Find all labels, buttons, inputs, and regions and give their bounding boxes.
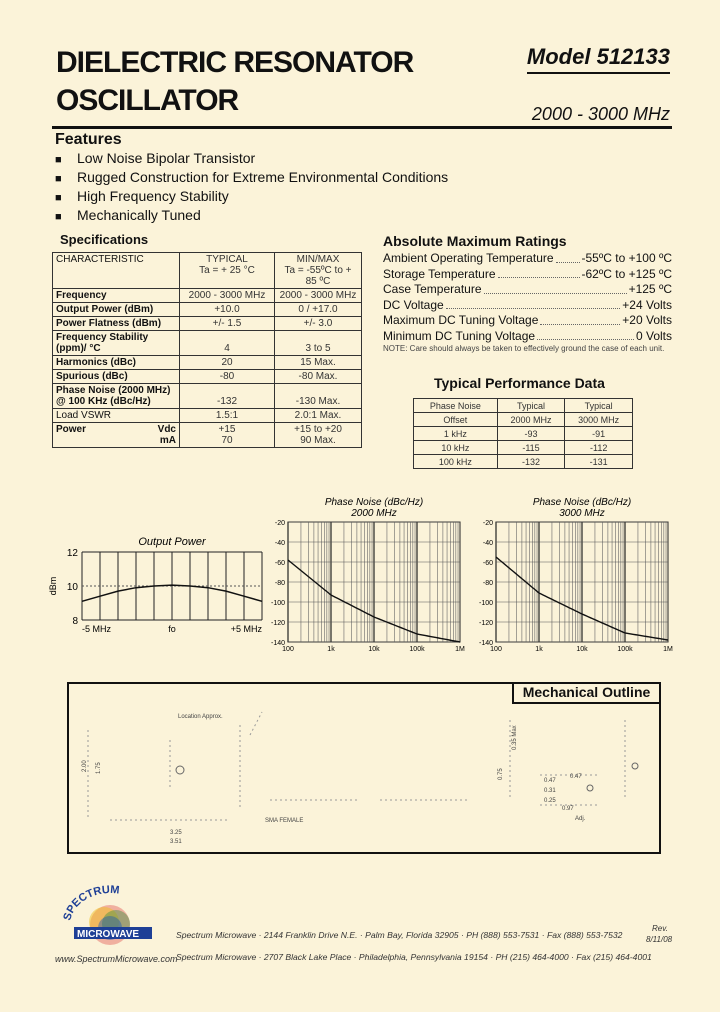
dim-label: 0.47 bbox=[544, 778, 556, 784]
dim-label: Adj. bbox=[575, 816, 586, 822]
x-tick-label: 10k bbox=[576, 646, 588, 653]
chart-title: Output Power bbox=[138, 536, 206, 548]
table-row: Spurious (dBc) -80 -80 Max. bbox=[53, 370, 362, 384]
features-heading: Features bbox=[55, 131, 122, 148]
dim-label: 3.25 bbox=[170, 830, 182, 836]
chart-title: Phase Noise (dBc/Hz) bbox=[324, 497, 424, 508]
x-tick-label: +5 MHz bbox=[230, 624, 262, 634]
y-tick-label: -40 bbox=[482, 540, 493, 547]
y-tick-label: -40 bbox=[274, 540, 285, 547]
x-tick-label: 10k bbox=[368, 646, 380, 653]
chart-subtitle: 2000 MHz bbox=[351, 508, 397, 519]
y-tick-label: -140 bbox=[478, 640, 493, 647]
footer-rev-date: 8/11/08 bbox=[646, 935, 673, 944]
table-row: Load VSWR 1.5:1 2.0:1 Max. bbox=[53, 409, 362, 423]
performance-table bbox=[413, 398, 633, 469]
y-tick-label: -120 bbox=[478, 620, 493, 627]
footer-website[interactable]: www.SpectrumMicrowave.com bbox=[55, 954, 178, 964]
rating-row: Storage Temperature -62ºC to +125 ºC bbox=[383, 266, 672, 281]
dim-label: 0.97 bbox=[562, 806, 574, 812]
y-tick-label: -100 bbox=[478, 600, 493, 607]
y-tick-label: -60 bbox=[482, 560, 493, 567]
dim-label: 0.47 bbox=[570, 774, 582, 780]
table-row: 1 kHz -93 -91 bbox=[414, 427, 633, 441]
frequency-range: 2000 - 3000 MHz bbox=[531, 104, 670, 124]
col-minmax: MIN/MAX Ta = -55ºC to + 85 ºC bbox=[275, 253, 362, 289]
table-row: 100 kHz -132 -131 bbox=[414, 455, 633, 469]
title-line-2: OSCILLATOR bbox=[56, 84, 239, 117]
footer-address-1: Spectrum Microwave · 2144 Franklin Drive N.E. · Palm Bay, Florida 32905 · PH (888) 553-7531 · Fax (888) 553-7532 bbox=[176, 930, 623, 940]
rating-row: DC Voltage +24 Volts bbox=[383, 297, 672, 312]
table-row: Offset 2000 MHz 3000 MHz bbox=[414, 413, 633, 427]
y-tick-label: -140 bbox=[270, 640, 285, 647]
chart-subtitle: 3000 MHz bbox=[559, 508, 605, 519]
model-number: Model 512133 bbox=[527, 44, 670, 74]
y-tick-label: 8 bbox=[72, 616, 78, 627]
feature-item: ■ Low Noise Bipolar Transistor bbox=[55, 150, 448, 169]
table-row: Phase Noise Typical Typical bbox=[414, 399, 633, 413]
x-tick-label: 1k bbox=[327, 646, 335, 653]
y-tick-label: 12 bbox=[66, 548, 78, 559]
phase-noise-3000-chart bbox=[470, 494, 682, 654]
logo-text-top: SPECTRUM bbox=[61, 883, 120, 922]
table-row: Frequency 2000 - 3000 MHz 2000 - 3000 MHz bbox=[53, 289, 362, 303]
x-tick-label: 100 bbox=[490, 646, 502, 653]
phase-noise-2000-chart bbox=[262, 494, 474, 654]
dim-label: 0.75 bbox=[498, 768, 504, 780]
output-power-chart bbox=[40, 530, 280, 640]
x-tick-label: 100k bbox=[409, 646, 425, 653]
col-characteristic: CHARACTERISTIC bbox=[53, 253, 180, 289]
spectrum-microwave-logo bbox=[60, 880, 160, 952]
y-tick-label: -80 bbox=[274, 580, 285, 587]
dim-label: SMA FEMALE bbox=[265, 818, 304, 824]
x-tick-label: 100k bbox=[617, 646, 633, 653]
dim-label: 0.35 Max bbox=[512, 725, 518, 750]
footer-address-2: Spectrum Microwave · 2707 Black Lake Place · Philadelphia, Pennsylvania 19154 · PH (215) 464-4000 · Fax (215) 464-4001 bbox=[176, 952, 652, 962]
y-tick-label: -60 bbox=[274, 560, 285, 567]
table-row: Power Vdc mA +15 70 +15 to +20 90 Max. bbox=[53, 423, 362, 448]
x-tick-label: 1M bbox=[455, 646, 465, 653]
chart-title: Phase Noise (dBc/Hz) bbox=[532, 497, 632, 508]
y-tick-label: -20 bbox=[482, 520, 493, 527]
x-tick-label: 1k bbox=[535, 646, 543, 653]
feature-item: ■ Mechanically Tuned bbox=[55, 207, 448, 226]
x-tick-label: 100 bbox=[282, 646, 294, 653]
feature-item: ■ Rugged Construction for Extreme Environmental Conditions bbox=[55, 169, 448, 188]
mechanical-outline-heading: Mechanical Outline bbox=[512, 682, 659, 704]
dim-label: 0.25 bbox=[544, 798, 556, 804]
y-axis-label: dBm bbox=[48, 576, 58, 596]
table-row: Output Power (dBm) +10.0 0 / +17.0 bbox=[53, 303, 362, 317]
ratings-list bbox=[383, 251, 672, 344]
y-tick-label: 10 bbox=[66, 582, 78, 593]
table-row: Harmonics (dBc) 20 15 Max. bbox=[53, 356, 362, 370]
rating-row: Maximum DC Tuning Voltage +20 Volts bbox=[383, 313, 672, 327]
ratings-heading: Absolute Maximum Ratings bbox=[383, 233, 567, 249]
specifications-heading: Specifications bbox=[60, 232, 149, 247]
y-tick-label: -20 bbox=[274, 520, 285, 527]
mechanical-drawing bbox=[70, 700, 655, 848]
dim-label: 2.00 bbox=[82, 760, 88, 772]
rating-row: Ambient Operating Temperature -55ºC to +100 ºC bbox=[383, 251, 672, 265]
x-tick-label: 1M bbox=[663, 646, 673, 653]
performance-heading: Typical Performance Data bbox=[434, 375, 605, 391]
dim-label: 0.31 bbox=[544, 788, 556, 794]
y-tick-label: -120 bbox=[270, 620, 285, 627]
page-title bbox=[56, 44, 413, 120]
col-typical: TYPICAL Ta = + 25 °C bbox=[180, 253, 275, 289]
table-row: 10 kHz -115 -112 bbox=[414, 441, 633, 455]
ratings-note: NOTE: Care should always be taken to effectively ground the case of each unit. bbox=[383, 344, 665, 353]
specifications-table bbox=[52, 252, 362, 448]
y-tick-label: -80 bbox=[482, 580, 493, 587]
title-line-1: DIELECTRIC RESONATOR bbox=[56, 46, 414, 79]
rating-row: Minimum DC Tuning Voltage 0 Volts bbox=[383, 328, 672, 343]
footer-rev: Rev. bbox=[652, 924, 668, 933]
x-tick-label: fo bbox=[168, 624, 176, 634]
rating-row: Case Temperature +125 ºC bbox=[383, 282, 672, 296]
table-row: Power Flatness (dBm) +/- 1.5 +/- 3.0 bbox=[53, 317, 362, 331]
table-row: Phase Noise (2000 MHz) @ 100 KHz (dBc/Hz) -132 -130 Max. bbox=[53, 384, 362, 409]
table-row bbox=[53, 253, 362, 289]
logo-text-bottom: MICROWAVE bbox=[77, 929, 140, 940]
features-list bbox=[55, 150, 448, 226]
feature-item: ■ High Frequency Stability bbox=[55, 188, 448, 207]
dim-label: 3.51 bbox=[170, 839, 182, 845]
x-tick-label: -5 MHz bbox=[82, 624, 111, 634]
table-row: Frequency Stability (ppm)/ °C 4 3 to 5 bbox=[53, 331, 362, 356]
header-divider bbox=[52, 126, 672, 129]
dim-label: Location Approx. bbox=[178, 714, 223, 720]
dim-label: 1.75 bbox=[96, 762, 102, 774]
y-tick-label: -100 bbox=[270, 600, 285, 607]
